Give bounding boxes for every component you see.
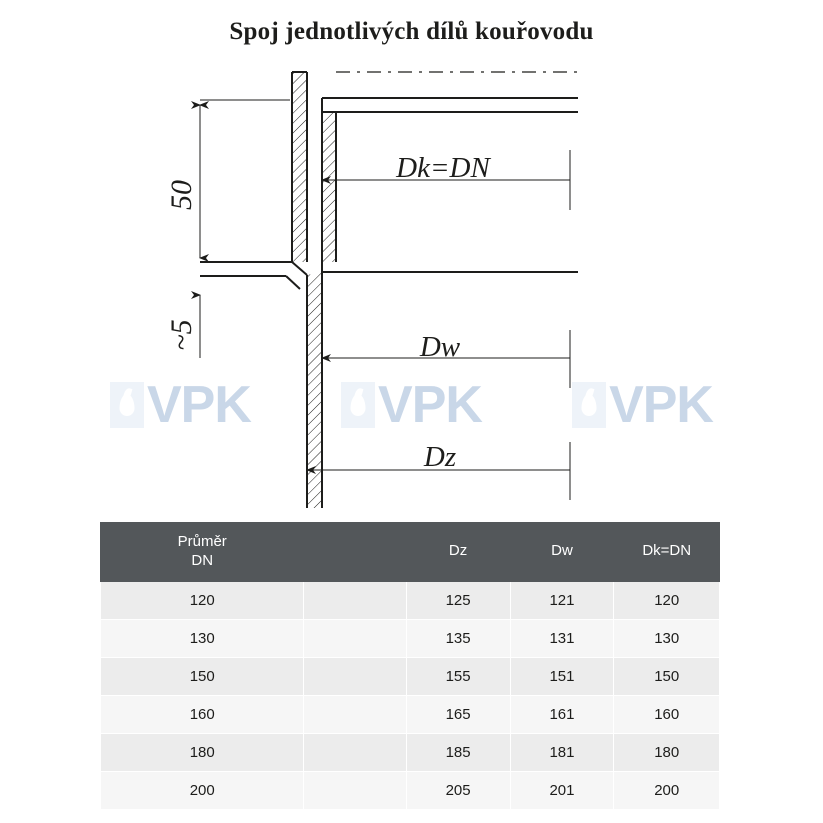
cell-spacer	[304, 619, 406, 657]
column-header-dn-line2: DN	[191, 551, 214, 569]
duct-outline	[200, 72, 578, 508]
watermark-text: VPK	[147, 376, 251, 434]
table-body	[101, 581, 720, 809]
cell-dk: 180	[614, 733, 720, 771]
cell-dw: 201	[510, 771, 614, 809]
cell-dk: 120	[614, 581, 720, 619]
cell-dw: 181	[510, 733, 614, 771]
column-header-dn-line1: Průměr	[177, 533, 227, 550]
table-row	[101, 695, 720, 733]
cell-dz: 155	[406, 657, 510, 695]
table-header-row	[101, 523, 720, 582]
cell-dz: 135	[406, 619, 510, 657]
cell-dn: 150	[101, 657, 304, 695]
column-header-spacer	[304, 523, 406, 582]
cell-dz: 205	[406, 771, 510, 809]
cell-spacer	[304, 771, 406, 809]
table-row	[101, 657, 720, 695]
table-row	[101, 733, 720, 771]
dimensions-table	[100, 522, 720, 810]
cell-dn: 180	[101, 733, 304, 771]
label-dz: Dz	[423, 441, 457, 473]
cell-dw: 121	[510, 581, 614, 619]
watermark-text: VPK	[378, 376, 482, 434]
page-title: Spoj jednotlivých dílů kouřovodu	[229, 18, 594, 45]
cell-spacer	[304, 657, 406, 695]
cell-dz: 165	[406, 695, 510, 733]
column-header-dk: Dk=DN	[614, 523, 720, 582]
cell-dw: 131	[510, 619, 614, 657]
cell-dw: 161	[510, 695, 614, 733]
cell-dz: 185	[406, 733, 510, 771]
cell-dk: 160	[614, 695, 720, 733]
table-row	[101, 771, 720, 809]
column-header-dz: Dz	[406, 523, 510, 582]
watermark-text: VPK	[609, 376, 713, 434]
cell-dn: 120	[101, 581, 304, 619]
cell-dk: 130	[614, 619, 720, 657]
cell-dn: 160	[101, 695, 304, 733]
label-dk-dn: Dk=DN	[396, 152, 490, 184]
cell-spacer	[304, 733, 406, 771]
column-header-dn	[101, 523, 304, 582]
cell-dw: 151	[510, 657, 614, 695]
label-dim-50: 50	[165, 180, 198, 210]
table-row	[101, 581, 720, 619]
table-header	[101, 523, 720, 582]
column-header-dw: Dw	[510, 523, 614, 582]
cell-dk: 150	[614, 657, 720, 695]
cell-spacer	[304, 581, 406, 619]
wall-hatching	[292, 72, 336, 508]
label-dw: Dw	[419, 331, 461, 363]
cell-dz: 125	[406, 581, 510, 619]
cell-dn: 200	[101, 771, 304, 809]
cell-spacer	[304, 695, 406, 733]
dimension-lines	[200, 100, 570, 500]
table-row	[101, 619, 720, 657]
cell-dn: 130	[101, 619, 304, 657]
label-dim-5: ~5	[165, 319, 198, 351]
dimensions-table-wrapper	[100, 522, 720, 810]
cell-dk: 200	[614, 771, 720, 809]
